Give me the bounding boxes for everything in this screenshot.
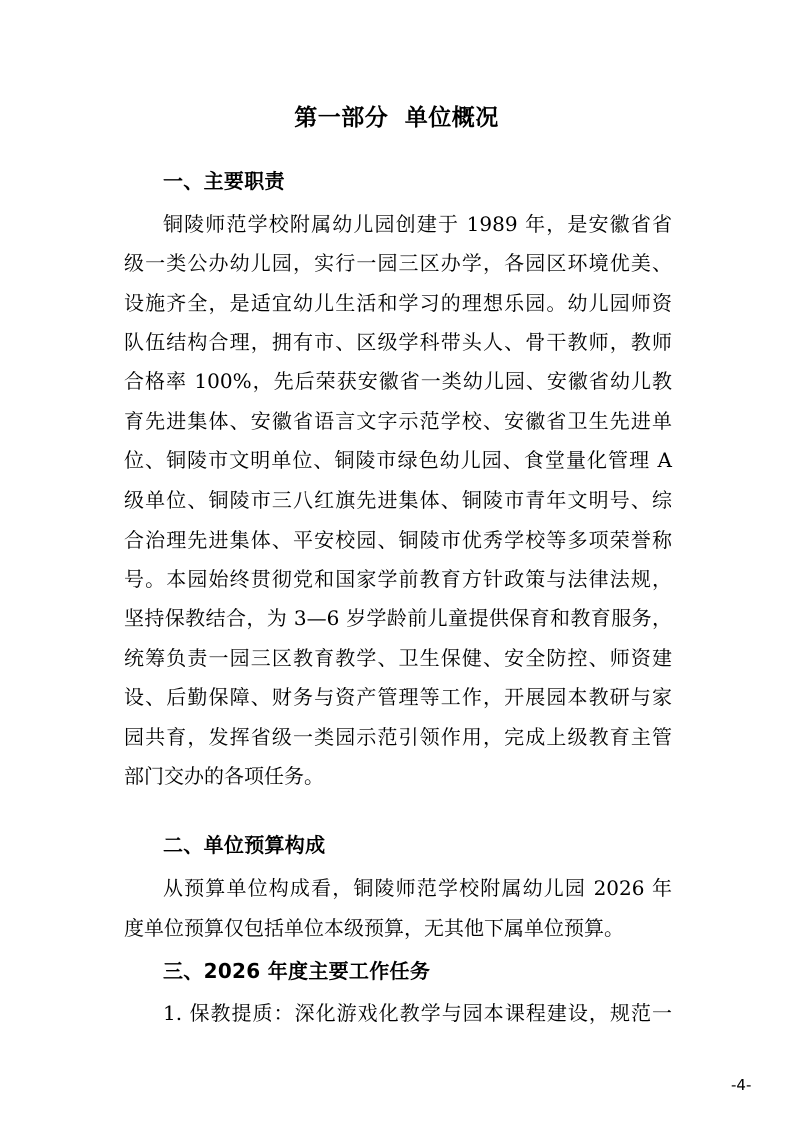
paragraph-line: 统筹负责一园三区教育教学、卫生保健、安全防控、师资建 (124, 646, 672, 670)
paragraph-line: 设、后勤保障、财务与资产管理等工作，开展园本教研与家 (124, 685, 672, 709)
paragraph-line: 1. 保教提质：深化游戏化教学与园本课程建设，规范一 (163, 1001, 672, 1025)
page-title: 第一部分 单位概况 (294, 105, 499, 131)
paragraph-line: 设施齐全，是适宜幼儿生活和学习的理想乐园。幼儿园师资 (124, 291, 672, 315)
paragraph-line: 级单位、铜陵市三八红旗先进集体、铜陵市青年文明号、综 (124, 488, 672, 512)
paragraph-line: 铜陵师范学校附属幼儿园创建于 1989 年，是安徽省省 (163, 212, 672, 236)
paragraph-line: 园共育，发挥省级一类园示范引领作用，完成上级教育主管 (124, 725, 672, 749)
page-number: -4- (731, 1076, 752, 1094)
paragraph-line: 从预算单位构成看，铜陵师范学校附属幼儿园 2026 年 (163, 876, 672, 900)
paragraph-line: 位、铜陵市文明单位、铜陵市绿色幼儿园、食堂量化管理 A (124, 448, 672, 472)
paragraph-line: 育先进集体、安徽省语言文字示范学校、安徽省卫生先进单 (124, 409, 672, 433)
paragraph-line: 号。本园始终贯彻党和国家学前教育方针政策与法律法规， (124, 567, 672, 591)
paragraph-line: 部门交办的各项任务。 (124, 764, 324, 788)
paragraph-line: 度单位预算仅包括单位本级预算，无其他下属单位预算。 (124, 916, 624, 940)
paragraph-line: 坚持保教结合，为 3—6 岁学龄前儿童提供保育和教育服务， (124, 606, 672, 630)
paragraph-line: 合治理先进集体、平安校园、铜陵市优秀学校等多项荣誉称 (124, 528, 672, 552)
section-heading-budget-composition: 二、单位预算构成 (163, 833, 326, 857)
paragraph-line: 级一类公办幼儿园，实行一园三区办学，各园区环境优美、 (124, 251, 672, 275)
section-heading-duties: 一、主要职责 (163, 169, 285, 193)
paragraph-line: 队伍结构合理，拥有市、区级学科带头人、骨干教师，教师 (124, 330, 672, 354)
section-heading-work-tasks: 三、2026 年度主要工作任务 (163, 959, 431, 983)
paragraph-line: 合格率 100%，先后荣获安徽省一类幼儿园、安徽省幼儿教 (124, 369, 672, 393)
